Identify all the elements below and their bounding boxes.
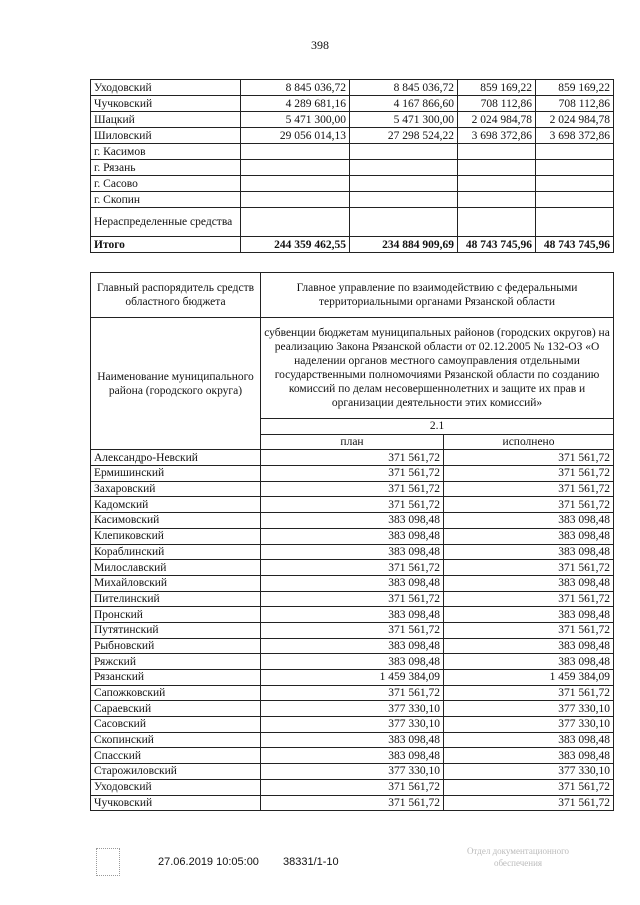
subvention-table [90, 272, 614, 811]
amount-cell: 4 167 866,60 [350, 96, 458, 112]
header-left-top: Главный распорядитель средств областного бюджета [91, 273, 261, 318]
table-row [91, 638, 614, 654]
done-amount: 371 561,72 [444, 497, 614, 513]
empty-cell [536, 208, 614, 237]
table-row [91, 795, 614, 811]
plan-amount: 371 561,72 [261, 685, 444, 701]
amount-cell: 29 056 014,13 [241, 128, 350, 144]
done-amount: 371 561,72 [444, 591, 614, 607]
total-amount: 244 359 462,55 [241, 237, 350, 253]
subvention-description: субвенции бюджетам муниципальных районов (городских округов) на реализацию Закона Рязанской области от 02.12.2005 № 132-ОЗ «О наделении органов местного самоуправления отдельными государственными полномочиями Рязанской области по созданию комиссий по делам несовершеннолетних и защите их прав и организации деятельности этих комиссий» [261, 318, 614, 419]
done-amount: 383 098,48 [444, 638, 614, 654]
amount-cell [458, 192, 536, 208]
total-amount: 234 884 909,69 [350, 237, 458, 253]
amount-cell: 859 169,22 [536, 80, 614, 96]
table-row [91, 112, 614, 128]
col-done-header: исполнено [444, 434, 614, 450]
footer-datetime: 27.06.2019 10:05:00 [158, 856, 259, 868]
plan-amount: 371 561,72 [261, 779, 444, 795]
done-amount: 383 098,48 [444, 654, 614, 670]
district-name: г. Скопин [91, 192, 241, 208]
table-row [91, 654, 614, 670]
amount-cell: 8 845 036,72 [241, 80, 350, 96]
plan-amount: 371 561,72 [261, 466, 444, 482]
empty-cell [241, 208, 350, 237]
done-amount: 1 459 384,09 [444, 670, 614, 686]
total-amount: 48 743 745,96 [536, 237, 614, 253]
table-row [91, 497, 614, 513]
table-row [91, 96, 614, 112]
amount-cell [241, 176, 350, 192]
district-name: Ряжский [91, 654, 261, 670]
code-cell: 2.1 [261, 419, 614, 435]
amount-cell: 859 169,22 [458, 80, 536, 96]
district-name: Уходовский [91, 779, 261, 795]
table-row [91, 764, 614, 780]
done-amount: 383 098,48 [444, 544, 614, 560]
plan-amount: 383 098,48 [261, 748, 444, 764]
amount-cell: 3 698 372,86 [536, 128, 614, 144]
header-left-name: Наименование муниципального района (городского округа) [91, 318, 261, 450]
amount-cell: 5 471 300,00 [350, 112, 458, 128]
amount-cell: 2 024 984,78 [458, 112, 536, 128]
plan-amount: 383 098,48 [261, 575, 444, 591]
plan-amount: 371 561,72 [261, 622, 444, 638]
table-row [91, 176, 614, 192]
district-name: Скопинский [91, 732, 261, 748]
done-amount: 371 561,72 [444, 481, 614, 497]
amount-cell: 27 298 524,22 [350, 128, 458, 144]
done-amount: 371 561,72 [444, 450, 614, 466]
plan-amount: 383 098,48 [261, 528, 444, 544]
table-row [91, 450, 614, 466]
plan-amount: 383 098,48 [261, 654, 444, 670]
plan-amount: 371 561,72 [261, 795, 444, 811]
district-name: Милославский [91, 560, 261, 576]
table-row [91, 575, 614, 591]
table-row [91, 160, 614, 176]
table-row [91, 128, 614, 144]
plan-amount: 371 561,72 [261, 591, 444, 607]
district-name: Сасовский [91, 717, 261, 733]
empty-cell [458, 208, 536, 237]
amount-cell: 8 845 036,72 [350, 80, 458, 96]
district-name: Пронский [91, 607, 261, 623]
done-amount: 371 561,72 [444, 685, 614, 701]
table-row [91, 685, 614, 701]
district-name: Чучковский [91, 96, 241, 112]
total-amount: 48 743 745,96 [458, 237, 536, 253]
plan-amount: 371 561,72 [261, 450, 444, 466]
amount-cell [350, 192, 458, 208]
district-name: Кадомский [91, 497, 261, 513]
amount-cell [536, 160, 614, 176]
watermark: Отдел документационного обеспечения [466, 846, 570, 868]
plan-amount: 377 330,10 [261, 717, 444, 733]
table-row [91, 607, 614, 623]
amount-cell [241, 192, 350, 208]
plan-amount: 383 098,48 [261, 513, 444, 529]
header-right-top: Главное управление по взаимодействию с федеральными территориальными органами Рязанской области [261, 273, 614, 318]
done-amount: 377 330,10 [444, 764, 614, 780]
district-name: Спасский [91, 748, 261, 764]
total-row [91, 237, 614, 253]
amount-cell [350, 144, 458, 160]
plan-amount: 1 459 384,09 [261, 670, 444, 686]
page-number: 398 [311, 38, 329, 52]
table-row [91, 591, 614, 607]
table-row [91, 481, 614, 497]
table-row [91, 701, 614, 717]
amount-cell: 708 112,86 [536, 96, 614, 112]
table-row [91, 192, 614, 208]
amount-cell [458, 160, 536, 176]
plan-amount: 383 098,48 [261, 638, 444, 654]
empty-cell [350, 208, 458, 237]
unallocated-row [91, 208, 614, 237]
table-row [91, 748, 614, 764]
district-name: Ермишинский [91, 466, 261, 482]
done-amount: 371 561,72 [444, 622, 614, 638]
district-name: Касимовский [91, 513, 261, 529]
table-row [91, 528, 614, 544]
district-name: Сараевский [91, 701, 261, 717]
table-row [91, 670, 614, 686]
district-name: Михайловский [91, 575, 261, 591]
footer-doc-id: 38331/1-10 [283, 856, 339, 868]
done-amount: 383 098,48 [444, 732, 614, 748]
amount-cell [350, 176, 458, 192]
district-name: Пителинский [91, 591, 261, 607]
amount-cell [241, 144, 350, 160]
plan-amount: 377 330,10 [261, 764, 444, 780]
district-name: г. Сасово [91, 176, 241, 192]
col-plan-header: план [261, 434, 444, 450]
amount-cell: 5 471 300,00 [241, 112, 350, 128]
amount-cell: 4 289 681,16 [241, 96, 350, 112]
done-amount: 371 561,72 [444, 779, 614, 795]
plan-amount: 383 098,48 [261, 732, 444, 748]
table-row [91, 717, 614, 733]
table-row [91, 80, 614, 96]
done-amount: 383 098,48 [444, 575, 614, 591]
district-name: Шиловский [91, 128, 241, 144]
district-name: Кораблинский [91, 544, 261, 560]
district-name: Чучковский [91, 795, 261, 811]
amount-cell [536, 192, 614, 208]
plan-amount: 371 561,72 [261, 560, 444, 576]
amount-cell: 3 698 372,86 [458, 128, 536, 144]
district-name: Старожиловский [91, 764, 261, 780]
done-amount: 371 561,72 [444, 795, 614, 811]
district-name: Рыбновский [91, 638, 261, 654]
amount-cell [458, 176, 536, 192]
table-row [91, 732, 614, 748]
done-amount: 383 098,48 [444, 607, 614, 623]
qr-stamp-icon [96, 848, 120, 876]
done-amount: 377 330,10 [444, 717, 614, 733]
table-row [91, 779, 614, 795]
table-row [91, 513, 614, 529]
done-amount: 383 098,48 [444, 528, 614, 544]
plan-amount: 371 561,72 [261, 481, 444, 497]
amount-cell: 708 112,86 [458, 96, 536, 112]
district-name: Уходовский [91, 80, 241, 96]
district-name: г. Касимов [91, 144, 241, 160]
district-name: Шацкий [91, 112, 241, 128]
done-amount: 383 098,48 [444, 513, 614, 529]
district-name: Клепиковский [91, 528, 261, 544]
district-name: Александро-Невский [91, 450, 261, 466]
district-name: Сапожковский [91, 685, 261, 701]
done-amount: 371 561,72 [444, 560, 614, 576]
total-label: Итого [91, 237, 241, 253]
table-row [91, 560, 614, 576]
table-row [91, 622, 614, 638]
district-name: Захаровский [91, 481, 261, 497]
summary-table [90, 79, 614, 253]
table-row [91, 144, 614, 160]
amount-cell [350, 160, 458, 176]
done-amount: 377 330,10 [444, 701, 614, 717]
amount-cell [458, 144, 536, 160]
done-amount: 383 098,48 [444, 748, 614, 764]
plan-amount: 383 098,48 [261, 607, 444, 623]
amount-cell [536, 176, 614, 192]
unallocated-label: Нераспределенные средства [91, 208, 241, 237]
plan-amount: 377 330,10 [261, 701, 444, 717]
district-name: Путятинский [91, 622, 261, 638]
amount-cell [241, 160, 350, 176]
amount-cell [536, 144, 614, 160]
plan-amount: 371 561,72 [261, 497, 444, 513]
table-row [91, 466, 614, 482]
table-row [91, 544, 614, 560]
plan-amount: 383 098,48 [261, 544, 444, 560]
district-name: Рязанский [91, 670, 261, 686]
amount-cell: 2 024 984,78 [536, 112, 614, 128]
done-amount: 371 561,72 [444, 466, 614, 482]
district-name: г. Рязань [91, 160, 241, 176]
